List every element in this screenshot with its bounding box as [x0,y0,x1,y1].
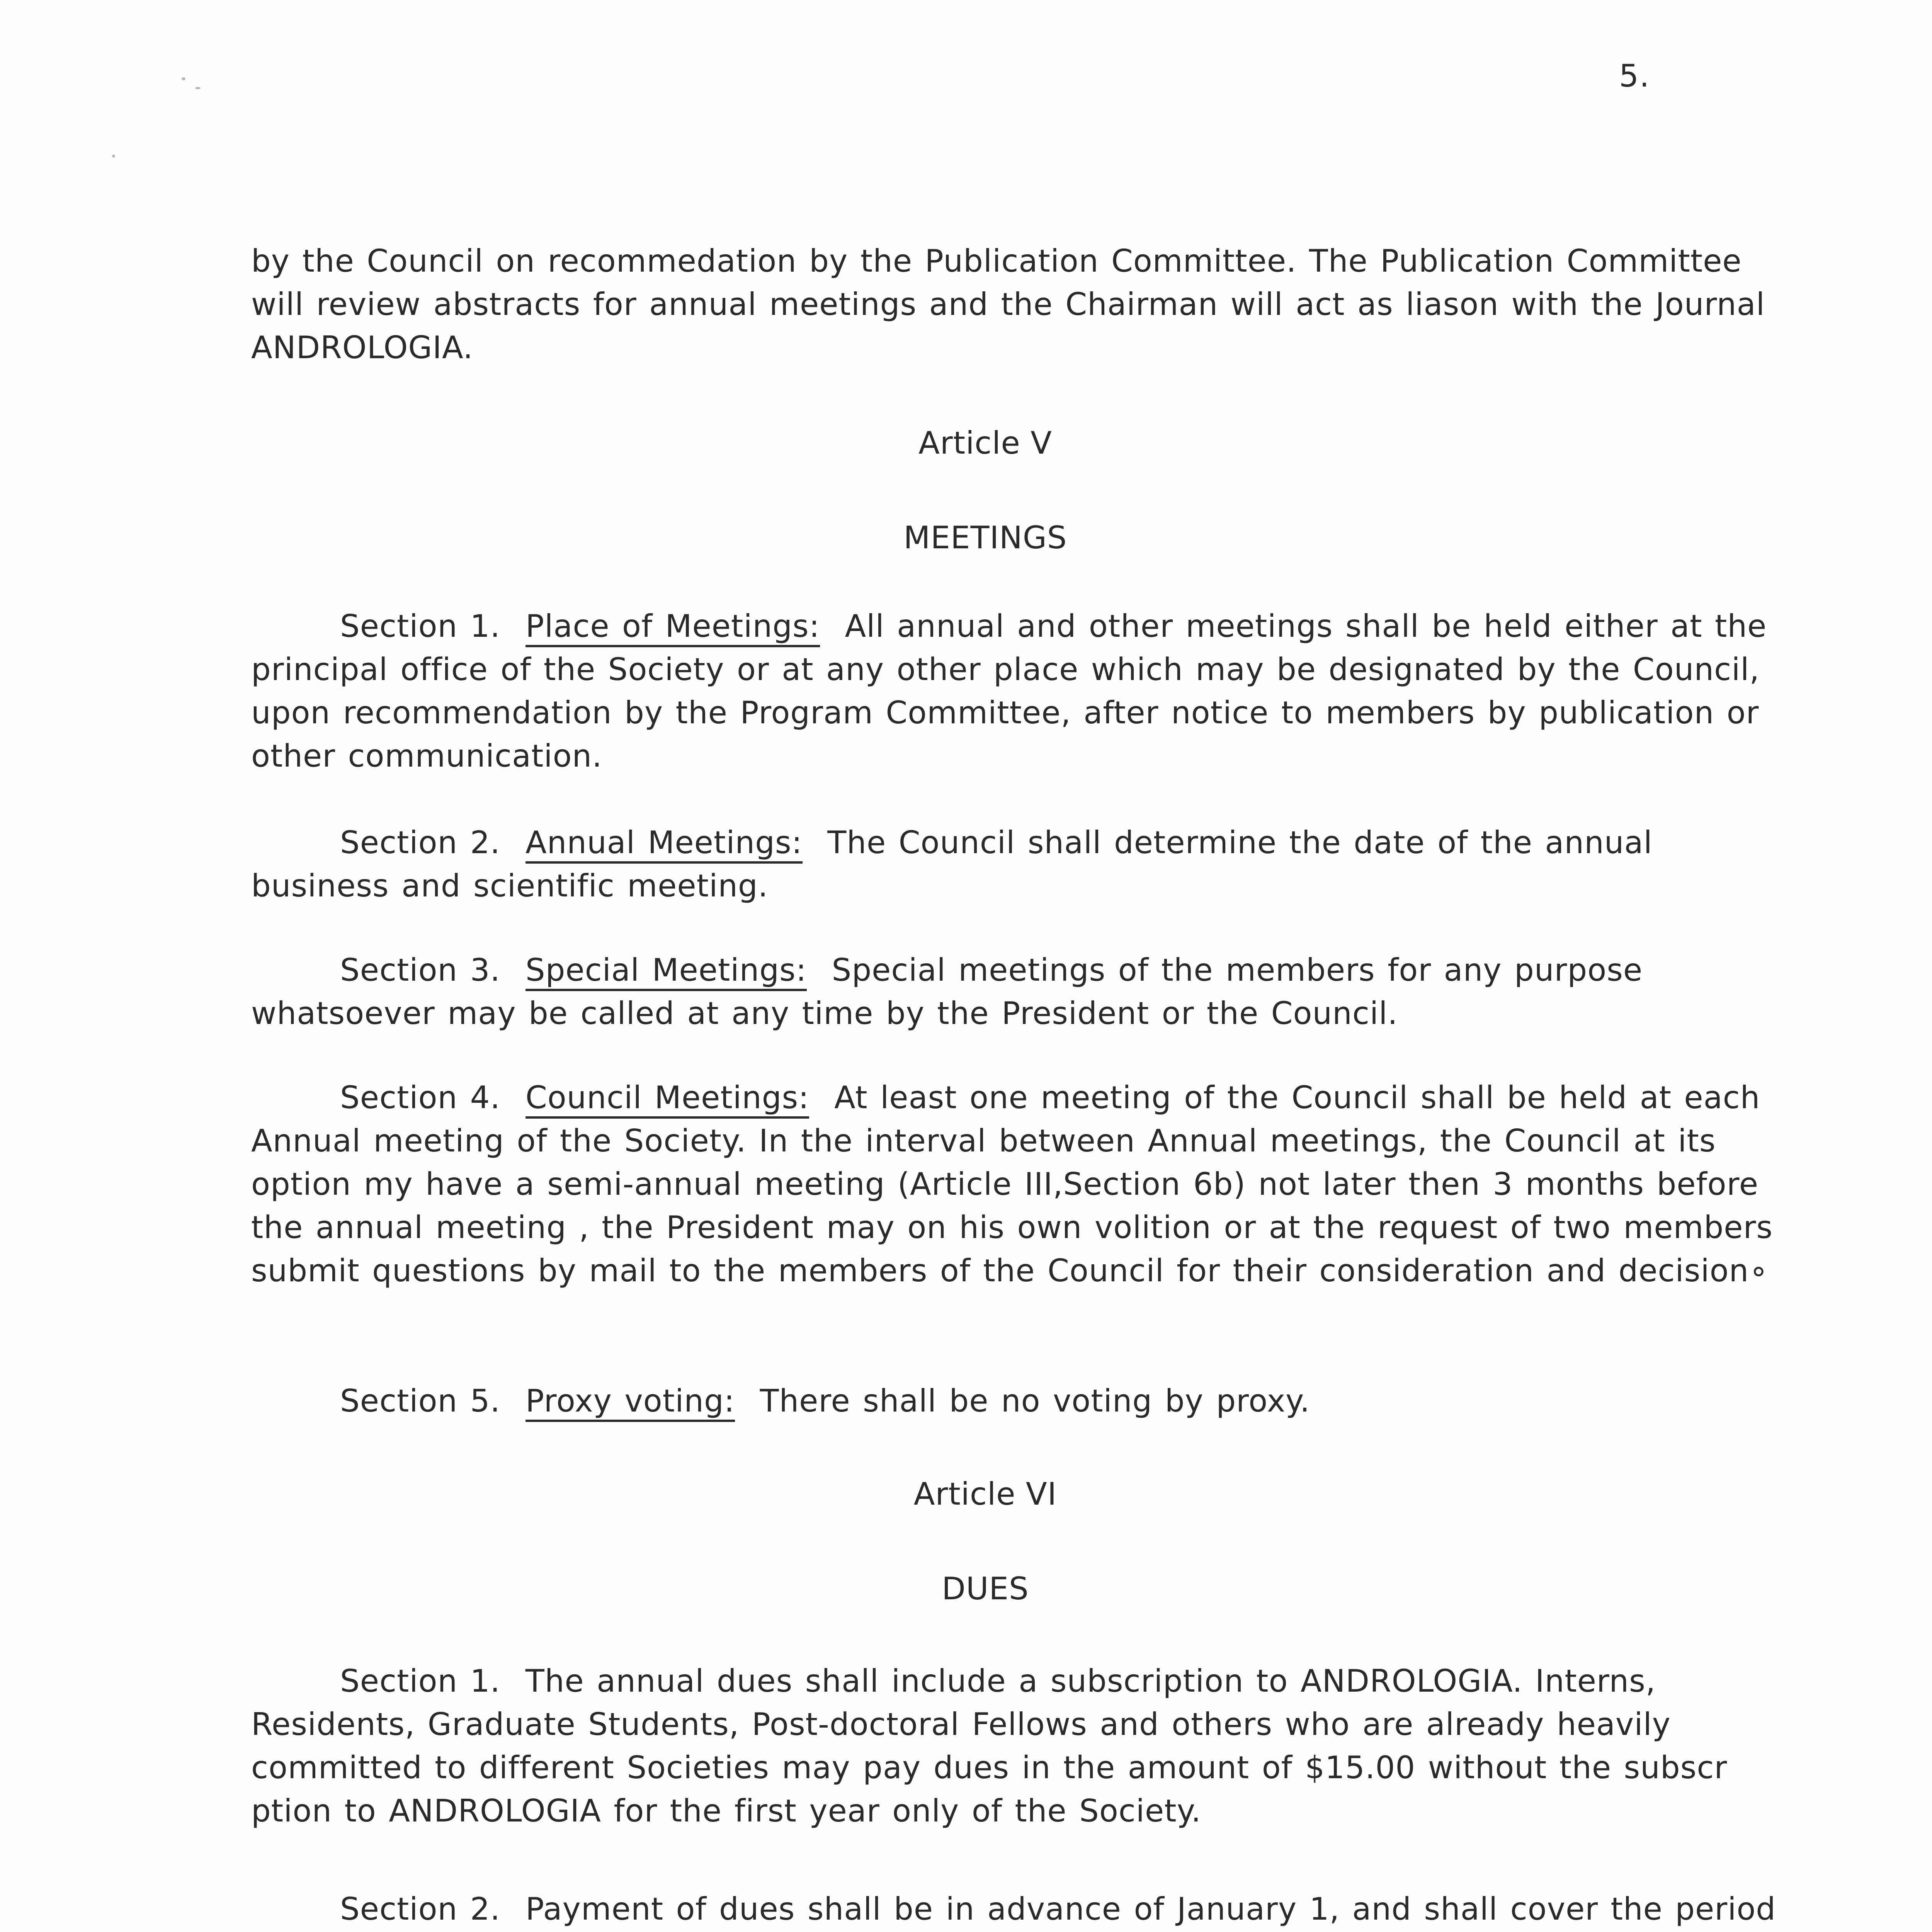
section-label: Section 2. [340,1891,500,1927]
article-vi-section-2 [251,1888,1797,1932]
article-v-heading: MEETINGS [903,520,1067,556]
section-text: The Council shall determine the date of the annual business and scientific meeting. [251,825,1653,904]
section-text: Special meetings of the members for any purpose whatsoever may be called at any time by the President or the Council. [251,952,1643,1031]
article-v-section-2 [251,821,1797,908]
section-text: The annual dues shall include a subscription to ANDROLOGIA. Interns, Residents, Graduate Students, Post-doctoral Fellows and others who are already heavily committed to different Societies may pay dues in the amount of $15.00 without the subscr ption to ANDROLOGIA for the first year only of the Society. [251,1663,1728,1829]
article-v-section-3 [251,949,1797,1035]
section-heading: Special Meetings: [526,952,807,991]
section-label: Section 3. [340,952,500,988]
section-text: At least one meeting of the Council shall be held at each Annual meeting of the Society. In the interval between Annual meetings, the Council at its option my have a semi-annual meeting (Article III,Section 6b) not later then 3 months before the annual meeting , the President may on his own volition or at the request of two members submit questions by mail to the members of the Council for their consideration and decision∘ [251,1080,1773,1289]
section-label: Section 1. [340,608,500,644]
section-heading: Proxy voting: [526,1383,735,1422]
article-v-section-4 [251,1076,1797,1293]
section-text: All annual and other meetings shall be held either at the principal office of the Society or at any other place which may be designated by the Council, upon recommendation by the Program Committee, after notice to members by publication or other communication. [251,608,1767,774]
section-text: There shall be no voting by proxy. [760,1383,1310,1419]
intro-paragraph [251,240,1797,369]
section-label: Section 2. [340,825,500,861]
section-label: Section 4. [340,1080,500,1116]
article-vi-title: Article VI [913,1476,1057,1512]
page-number: 5. [1619,58,1650,94]
section-heading: Place of Meetings: [526,608,820,647]
article-vi-heading: DUES [942,1571,1029,1607]
section-label: Section 1. [340,1663,500,1699]
section-text: Payment of dues shall be in advance of January 1, and shall cover the period [525,1891,1776,1927]
article-v-section-5 [251,1379,1797,1423]
scan-speck [182,77,185,80]
article-v-section-1 [251,605,1797,778]
article-v-title: Article V [918,425,1052,461]
section-heading: Council Meetings: [526,1080,809,1119]
scan-speck [112,155,115,158]
section-heading: Annual Meetings: [526,825,803,864]
scan-speck [195,87,201,89]
article-vi-section-1 [251,1660,1797,1833]
intro-paragraph-text: by the Council on recommedation by the Publication Committee. The Publication Committee will review abstracts for annual meetings and the Chairman will act as liason with the Journal ANDROLOGIA. [251,243,1765,366]
section-label: Section 5. [340,1383,500,1419]
